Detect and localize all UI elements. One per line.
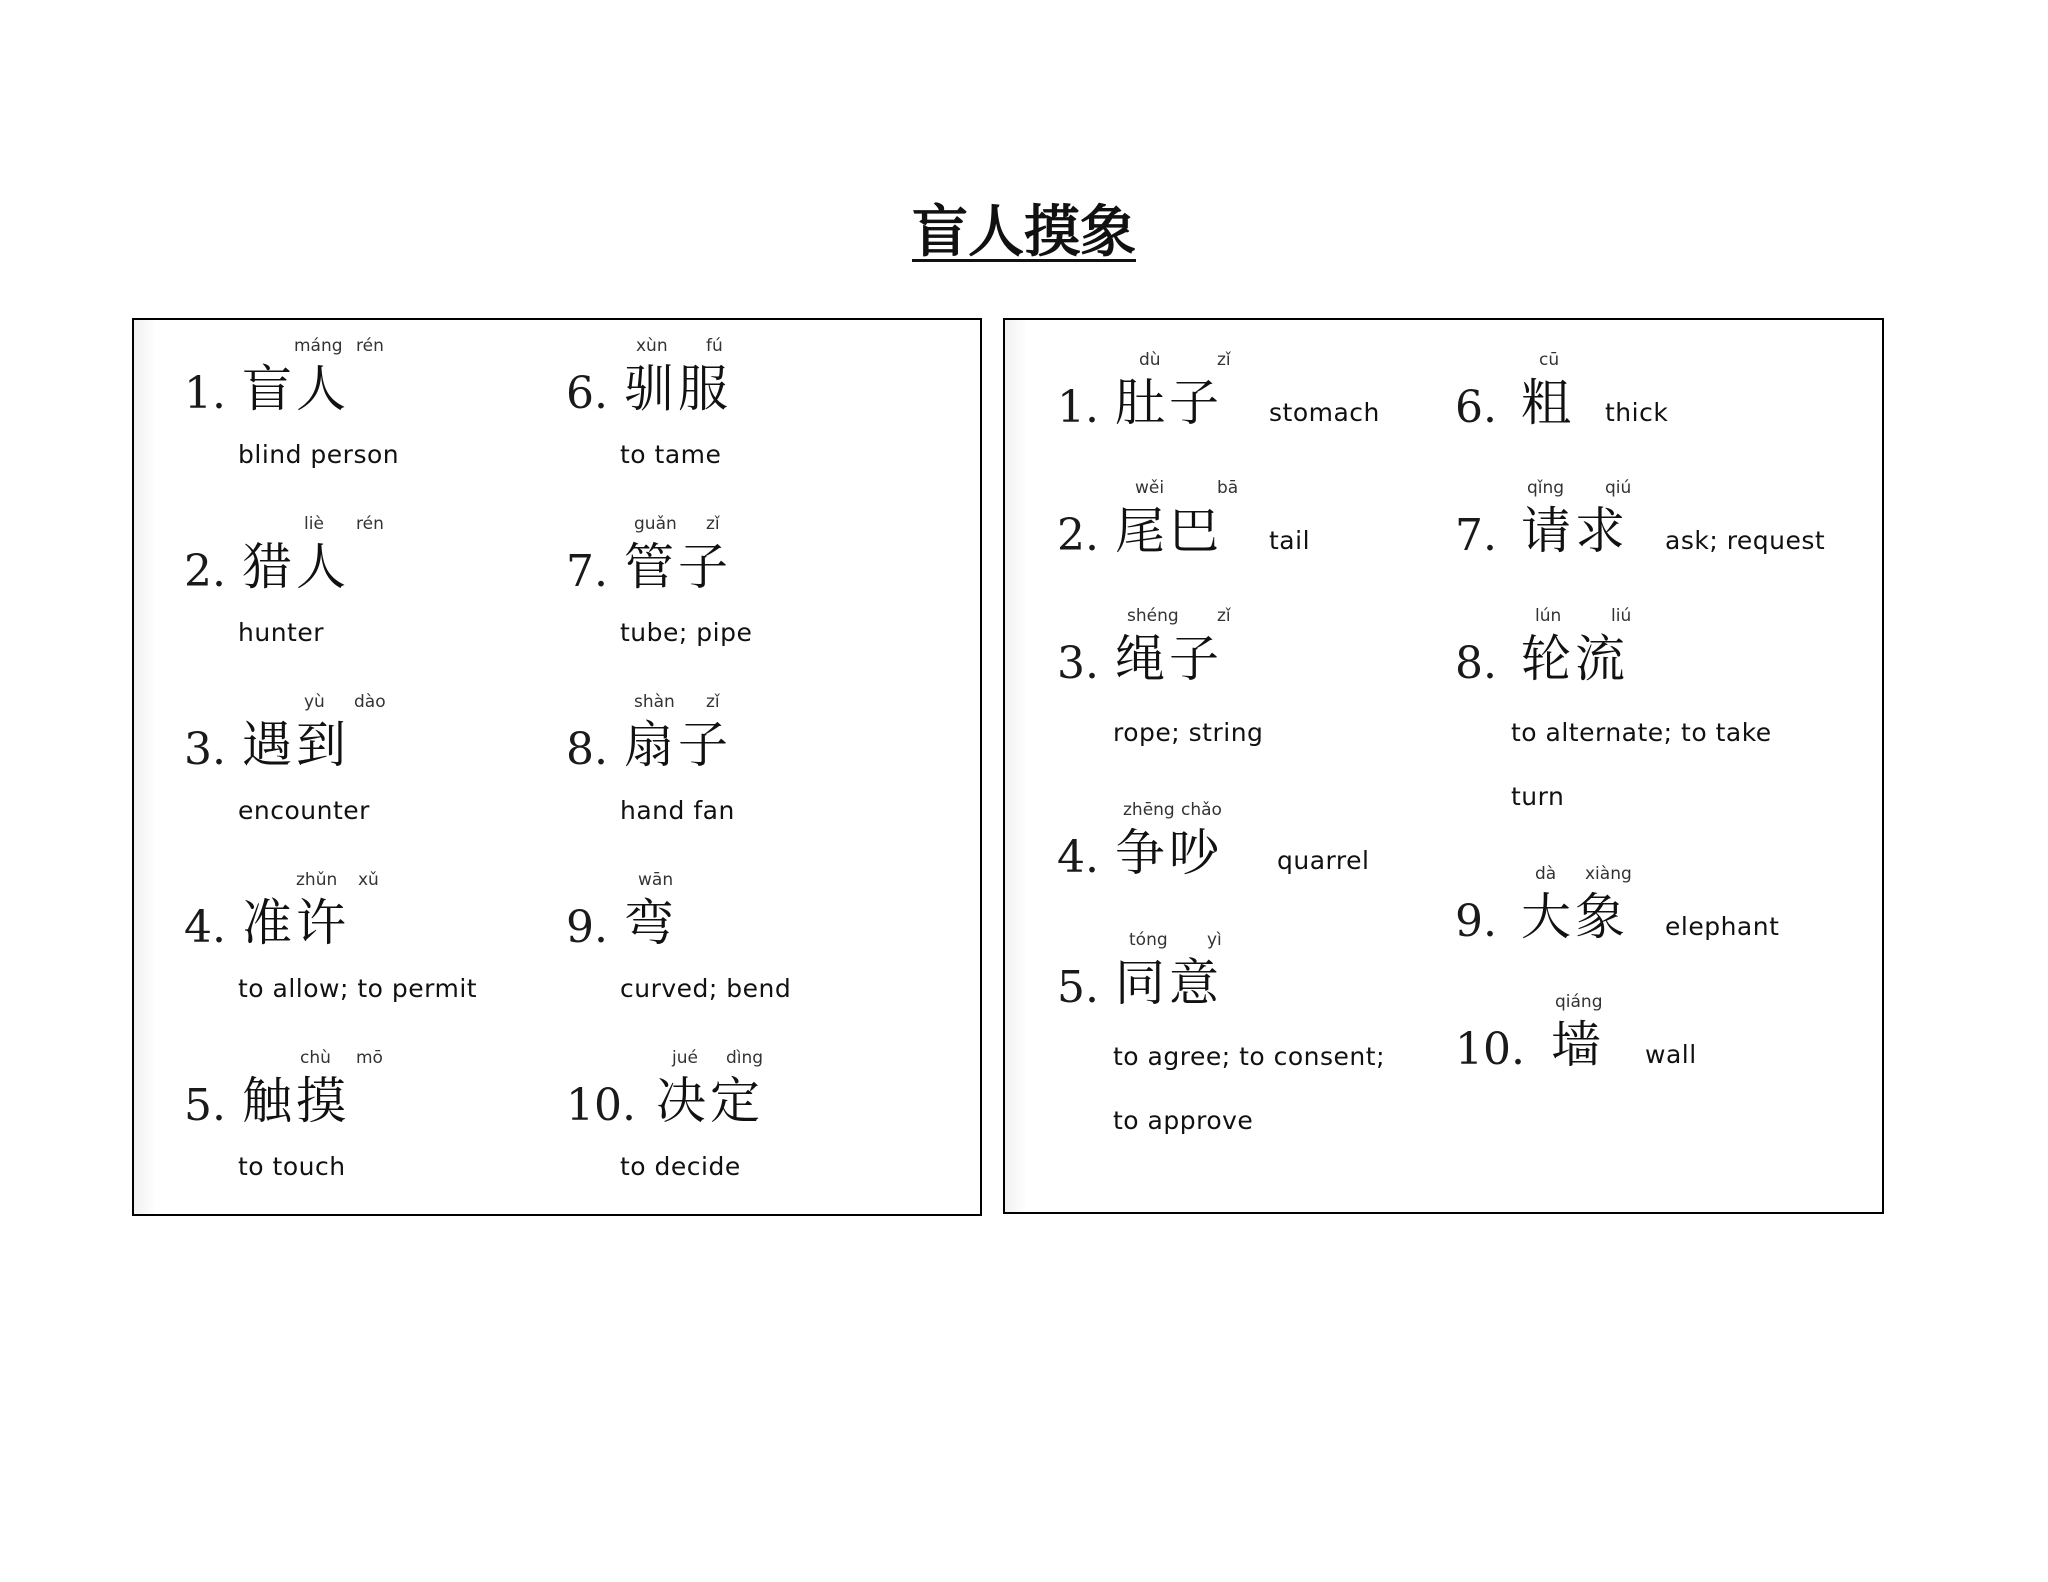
english-meaning: thick (1605, 398, 1669, 427)
pinyin: chǎo (1181, 800, 1222, 820)
pinyin: máng (294, 336, 343, 356)
entry-number: 3. (184, 724, 226, 775)
english-meaning: stomach (1269, 398, 1380, 427)
chinese-word: 扇子 (624, 716, 732, 774)
pinyin: qǐng (1527, 478, 1565, 498)
english-meaning: elephant (1665, 912, 1780, 941)
english-meaning: ask; request (1665, 526, 1826, 555)
pinyin: chù (300, 1048, 331, 1068)
english-meaning: hunter (238, 618, 324, 647)
entry-number: 5. (184, 1080, 226, 1131)
pinyin: xiàng (1585, 864, 1632, 884)
chinese-word: 肚子 (1115, 374, 1223, 432)
chinese-word: 弯 (624, 894, 678, 952)
chinese-word: 同意 (1115, 954, 1223, 1012)
english-meaning: wall (1645, 1040, 1697, 1069)
pinyin: dìng (726, 1048, 764, 1068)
page-title (0, 198, 2048, 268)
entry-number: 1. (1057, 382, 1099, 433)
pinyin: fú (706, 336, 723, 356)
panel-edge-shade (134, 320, 156, 1214)
entry-number: 2. (1057, 510, 1099, 561)
english-meaning: tube; pipe (620, 618, 753, 647)
pinyin: zǐ (706, 692, 720, 712)
pinyin: zǐ (1217, 350, 1231, 370)
pinyin: zhēng (1123, 800, 1175, 820)
english-meaning-line1: to agree; to consent; (1113, 1042, 1385, 1071)
pinyin: liè (304, 514, 324, 534)
entry-number: 7. (566, 546, 608, 597)
pinyin: yì (1207, 930, 1222, 950)
entry-number: 7. (1455, 510, 1497, 561)
english-meaning: to decide (620, 1152, 741, 1181)
pinyin: rén (356, 514, 384, 534)
entry-number: 2. (184, 546, 226, 597)
english-meaning: to allow; to permit (238, 974, 478, 1003)
chinese-word: 粗 (1521, 374, 1575, 432)
pinyin: mō (356, 1048, 383, 1068)
english-meaning-line1: to alternate; to take (1511, 718, 1772, 747)
pinyin: jué (672, 1048, 698, 1068)
chinese-word: 请求 (1521, 502, 1629, 560)
english-meaning: curved; bend (620, 974, 792, 1003)
entry-number: 9. (566, 902, 608, 953)
vocab-panel-right (1003, 318, 1884, 1214)
entry-number: 1. (184, 368, 226, 419)
chinese-word: 猎人 (242, 538, 350, 596)
english-meaning: rope; string (1113, 718, 1264, 747)
chinese-word: 尾巴 (1115, 502, 1223, 560)
pinyin: dào (354, 692, 386, 712)
entry-number: 6. (566, 368, 608, 419)
english-meaning: to touch (238, 1152, 346, 1181)
vocab-panel-left (132, 318, 982, 1216)
pinyin: xǔ (358, 870, 379, 890)
pinyin: qiáng (1555, 992, 1603, 1012)
chinese-word: 墙 (1551, 1016, 1605, 1074)
pinyin: rén (356, 336, 384, 356)
pinyin: wěi (1135, 478, 1165, 498)
chinese-word: 遇到 (242, 716, 350, 774)
pinyin: shéng (1127, 606, 1179, 626)
pinyin: liú (1611, 606, 1632, 626)
pinyin: wān (638, 870, 674, 890)
pinyin: lún (1535, 606, 1562, 626)
pinyin: zǐ (706, 514, 720, 534)
chinese-word: 盲人 (242, 360, 350, 418)
entry-number: 8. (566, 724, 608, 775)
chinese-word: 大象 (1521, 888, 1629, 946)
pinyin: tóng (1129, 930, 1168, 950)
entry-number: 10. (1455, 1024, 1525, 1075)
english-meaning: tail (1269, 526, 1311, 555)
chinese-word: 触摸 (242, 1072, 350, 1130)
entry-number: 5. (1057, 962, 1099, 1013)
pinyin: yù (304, 692, 325, 712)
page-title-text: 盲人摸象 (912, 200, 1136, 265)
pinyin: cū (1539, 350, 1560, 370)
chinese-word: 驯服 (624, 360, 732, 418)
english-meaning: hand fan (620, 796, 735, 825)
chinese-word: 准许 (242, 894, 350, 952)
pinyin: bā (1217, 478, 1239, 498)
entry-number: 3. (1057, 638, 1099, 689)
entry-number: 10. (566, 1080, 636, 1131)
panel-edge-shade (1005, 320, 1027, 1212)
chinese-word: 轮流 (1521, 630, 1629, 688)
entry-number: 4. (184, 902, 226, 953)
chinese-word: 决定 (656, 1072, 764, 1130)
pinyin: xùn (636, 336, 668, 356)
english-meaning-line2: turn (1511, 782, 1565, 811)
pinyin: dù (1139, 350, 1161, 370)
entry-number: 9. (1455, 896, 1497, 947)
chinese-word: 绳子 (1115, 630, 1223, 688)
english-meaning: quarrel (1277, 846, 1370, 875)
pinyin: qiú (1605, 478, 1632, 498)
pinyin: dà (1535, 864, 1557, 884)
pinyin: zǐ (1217, 606, 1231, 626)
entry-number: 6. (1455, 382, 1497, 433)
english-meaning: blind person (238, 440, 400, 469)
pinyin: shàn (634, 692, 675, 712)
english-meaning-line2: to approve (1113, 1106, 1254, 1135)
chinese-word: 争吵 (1115, 824, 1223, 882)
pinyin: guǎn (634, 514, 677, 534)
entry-number: 4. (1057, 832, 1099, 883)
english-meaning: to tame (620, 440, 722, 469)
chinese-word: 管子 (624, 538, 732, 596)
entry-number: 8. (1455, 638, 1497, 689)
pinyin: zhǔn (296, 870, 338, 890)
english-meaning: encounter (238, 796, 370, 825)
